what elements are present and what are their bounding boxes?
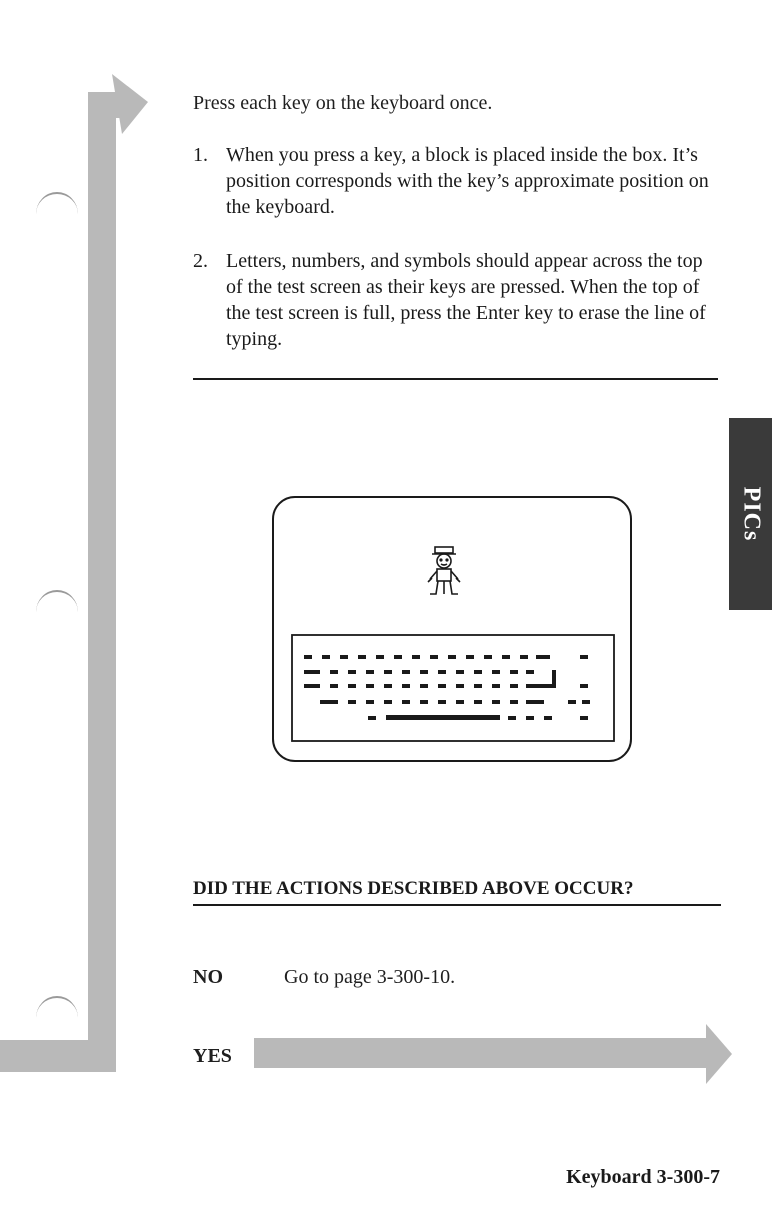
intro-text: Press each key on the keyboard once. xyxy=(193,92,493,114)
section-tab-label: PICs xyxy=(738,486,764,542)
step-item xyxy=(193,248,723,352)
yes-arrow-head-icon xyxy=(706,1024,734,1084)
answer-yes-label: YES xyxy=(193,1045,232,1067)
section-divider xyxy=(193,378,718,380)
page-footer: Keyboard 3-300-7 xyxy=(566,1166,720,1188)
question-heading: DID THE ACTIONS DESCRIBED ABOVE OCCUR? xyxy=(193,877,721,906)
binder-hole-icon xyxy=(36,590,78,634)
step-text: Letters, numbers, and symbols should appear across the top of the test screen as their keys are pressed. When the top of the test screen is full, press the Enter key to erase the line of typing. xyxy=(226,250,706,350)
flow-bar-vertical xyxy=(88,92,116,1072)
step-number: 1. xyxy=(193,144,208,166)
flow-arrow-right-icon xyxy=(112,74,150,134)
step-text: When you press a key, a block is placed inside the box. It’s position corresponds with the key’s approximate position on the keyboard. xyxy=(226,144,709,218)
yes-arrow-bar xyxy=(254,1038,714,1068)
section-tab xyxy=(729,418,772,610)
flow-bar-bottom xyxy=(0,1040,116,1072)
step-item xyxy=(193,142,723,220)
binder-hole-icon xyxy=(36,192,78,236)
binder-hole-icon xyxy=(36,996,78,1040)
keyboard-test-screen-illustration xyxy=(270,494,636,764)
answer-no-label: NO xyxy=(193,966,223,988)
step-number: 2. xyxy=(193,250,208,272)
answer-no-text: Go to page 3-300-10. xyxy=(284,966,456,988)
